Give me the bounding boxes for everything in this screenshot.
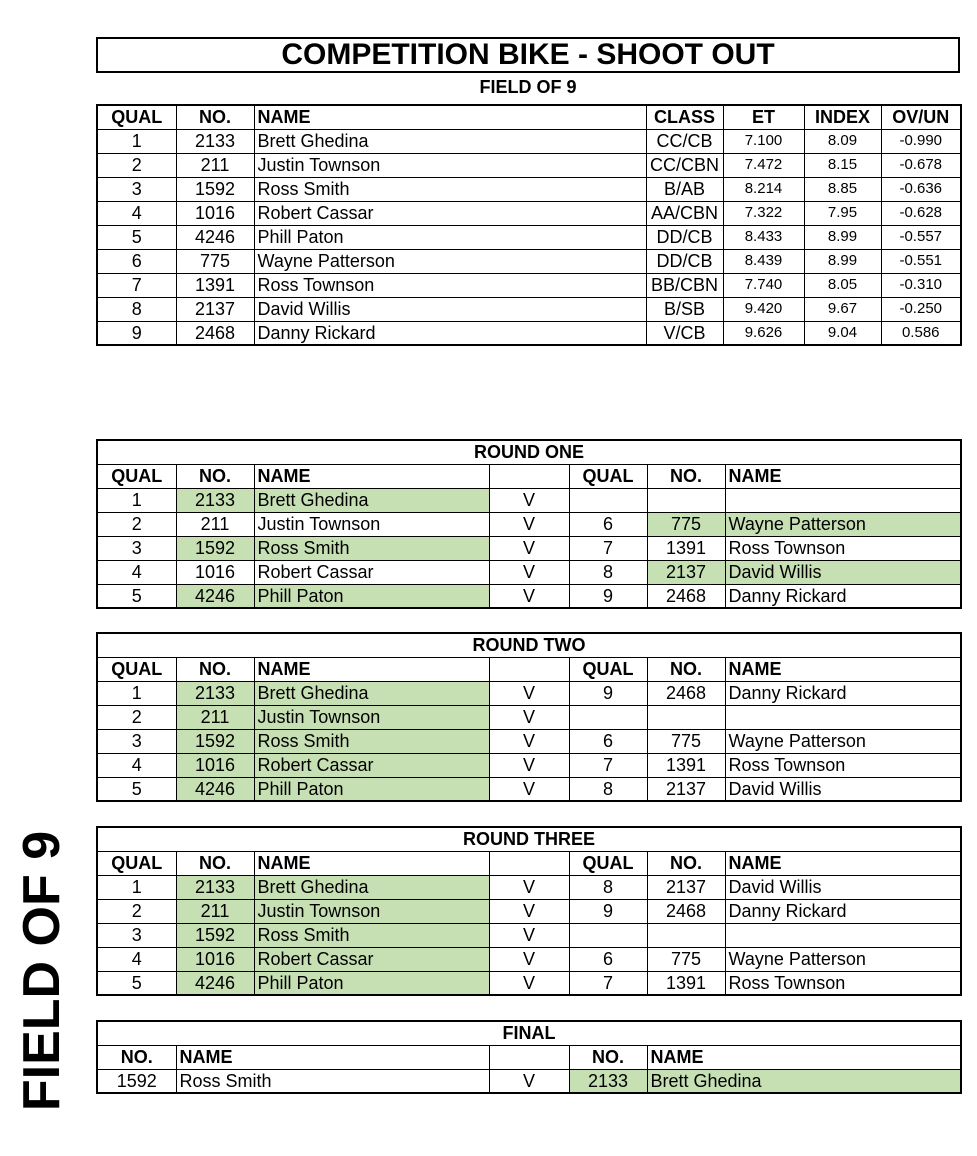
qualifying-row	[97, 297, 961, 321]
header-no: NO.	[176, 464, 254, 488]
number-cell: 1016	[176, 201, 254, 225]
class-cell: BB/CBN	[646, 273, 723, 297]
left-number-cell: 4246	[176, 971, 254, 995]
right-number-cell: 2137	[647, 777, 725, 801]
qual-cell: 4	[97, 201, 176, 225]
match-row	[97, 971, 961, 995]
header-name-right: NAME	[725, 851, 961, 875]
right-number-cell: 2468	[647, 681, 725, 705]
vs-cell: V	[489, 899, 569, 923]
page-title: COMPETITION BIKE - SHOOT OUT	[96, 37, 960, 73]
qual-cell: 7	[97, 273, 176, 297]
left-qual-cell: 3	[97, 536, 176, 560]
ovun-cell: -0.990	[881, 129, 961, 153]
header-qual: QUAL	[97, 657, 176, 681]
left-qual-cell: 5	[97, 777, 176, 801]
match-row	[97, 705, 961, 729]
left-qual-cell: 4	[97, 753, 176, 777]
qualifying-row	[97, 225, 961, 249]
left-number-cell: 2133	[176, 875, 254, 899]
rider-name-cell: Phill Paton	[254, 225, 646, 249]
final-match-row	[97, 1069, 961, 1093]
header-name: NAME	[254, 851, 489, 875]
left-rider-name-cell: Brett Ghedina	[254, 681, 489, 705]
qual-cell: 2	[97, 153, 176, 177]
final-table	[96, 1020, 962, 1094]
index-cell: 9.67	[804, 297, 881, 321]
left-rider-name-cell: Phill Paton	[254, 584, 489, 608]
right-qual-cell: 9	[569, 899, 647, 923]
left-rider-name-cell: Justin Townson	[254, 899, 489, 923]
left-rider-name-cell: Justin Townson	[254, 705, 489, 729]
left-number-cell: 2133	[176, 488, 254, 512]
right-number-cell	[647, 488, 725, 512]
header-qual: QUAL	[97, 464, 176, 488]
qualifying-table-body	[97, 105, 961, 345]
final-header-name: NAME	[176, 1045, 489, 1069]
qualifying-header-row	[97, 105, 961, 129]
left-rider-name-cell: Robert Cassar	[254, 560, 489, 584]
vs-cell: V	[489, 729, 569, 753]
match-row	[97, 536, 961, 560]
left-qual-cell: 1	[97, 681, 176, 705]
header-no-right: NO.	[647, 657, 725, 681]
qual-cell: 1	[97, 129, 176, 153]
left-qual-cell: 5	[97, 971, 176, 995]
qual-cell: 9	[97, 321, 176, 345]
left-number-cell: 211	[176, 899, 254, 923]
match-row	[97, 560, 961, 584]
final-title: FINAL	[97, 1021, 961, 1045]
round-table-body	[97, 633, 961, 801]
vs-cell: V	[489, 681, 569, 705]
left-number-cell: 1592	[176, 536, 254, 560]
qualifying-row	[97, 321, 961, 345]
round-title-row	[97, 633, 961, 657]
round-title-row	[97, 827, 961, 851]
vs-cell: V	[489, 777, 569, 801]
match-row	[97, 923, 961, 947]
number-cell: 1592	[176, 177, 254, 201]
rider-name-cell: David Willis	[254, 297, 646, 321]
header-name: NAME	[254, 657, 489, 681]
right-number-cell: 2137	[647, 560, 725, 584]
right-rider-name-cell: Wayne Patterson	[725, 512, 961, 536]
vs-cell: V	[489, 536, 569, 560]
vs-cell: V	[489, 488, 569, 512]
right-number-cell: 1391	[647, 753, 725, 777]
left-number-cell: 1592	[176, 729, 254, 753]
vs-cell: V	[489, 923, 569, 947]
header-blank	[489, 657, 569, 681]
left-qual-cell: 4	[97, 947, 176, 971]
ovun-cell: -0.250	[881, 297, 961, 321]
right-number-cell: 775	[647, 729, 725, 753]
header-qual-right: QUAL	[569, 851, 647, 875]
round-header-row	[97, 464, 961, 488]
ovun-cell: -0.551	[881, 249, 961, 273]
right-number-cell	[647, 705, 725, 729]
match-row	[97, 584, 961, 608]
index-cell: 8.05	[804, 273, 881, 297]
qualifying-row	[97, 177, 961, 201]
index-cell: 8.99	[804, 249, 881, 273]
round-header-row	[97, 657, 961, 681]
right-rider-name-cell: Ross Townson	[725, 753, 961, 777]
side-label-text: FIELD OF 9	[13, 830, 71, 1112]
header-index: INDEX	[804, 105, 881, 129]
right-rider-name-cell: David Willis	[725, 777, 961, 801]
header-ovun: OV/UN	[881, 105, 961, 129]
number-cell: 775	[176, 249, 254, 273]
number-cell: 211	[176, 153, 254, 177]
left-number-cell: 1016	[176, 947, 254, 971]
match-row	[97, 729, 961, 753]
number-cell: 2137	[176, 297, 254, 321]
class-cell: CC/CBN	[646, 153, 723, 177]
number-cell: 2133	[176, 129, 254, 153]
left-number-cell: 2133	[176, 681, 254, 705]
final-header-no: NO.	[97, 1045, 176, 1069]
index-cell: 9.04	[804, 321, 881, 345]
round-three-table	[96, 826, 962, 996]
round-one-table	[96, 439, 962, 609]
left-number-cell: 4246	[176, 584, 254, 608]
right-qual-cell	[569, 705, 647, 729]
rider-name-cell: Ross Smith	[254, 177, 646, 201]
number-cell: 4246	[176, 225, 254, 249]
right-qual-cell	[569, 488, 647, 512]
vs-cell: V	[489, 753, 569, 777]
round-table-body	[97, 827, 961, 995]
left-number-cell: 211	[176, 705, 254, 729]
final-left-no: 1592	[97, 1069, 176, 1093]
left-qual-cell: 1	[97, 875, 176, 899]
final-title-row	[97, 1021, 961, 1045]
right-number-cell: 2468	[647, 899, 725, 923]
round-two-table	[96, 632, 962, 802]
right-qual-cell: 7	[569, 971, 647, 995]
ovun-cell: -0.628	[881, 201, 961, 225]
final-header-name-right: NAME	[647, 1045, 961, 1069]
header-no: NO.	[176, 657, 254, 681]
header-et: ET	[723, 105, 804, 129]
right-qual-cell: 9	[569, 584, 647, 608]
left-rider-name-cell: Phill Paton	[254, 971, 489, 995]
et-cell: 9.420	[723, 297, 804, 321]
right-number-cell: 2468	[647, 584, 725, 608]
side-label	[4, 830, 80, 1112]
et-cell: 7.100	[723, 129, 804, 153]
qual-cell: 8	[97, 297, 176, 321]
header-qual: QUAL	[97, 851, 176, 875]
qualifying-row	[97, 129, 961, 153]
round-table-body	[97, 440, 961, 608]
match-row	[97, 875, 961, 899]
right-rider-name-cell	[725, 923, 961, 947]
class-cell: DD/CB	[646, 225, 723, 249]
header-blank	[489, 851, 569, 875]
final-header-row	[97, 1045, 961, 1069]
left-rider-name-cell: Robert Cassar	[254, 947, 489, 971]
match-row	[97, 899, 961, 923]
final-left-name: Ross Smith	[176, 1069, 489, 1093]
vs-cell: V	[489, 512, 569, 536]
index-cell: 8.85	[804, 177, 881, 201]
index-cell: 7.95	[804, 201, 881, 225]
qualifying-table	[96, 104, 962, 346]
ovun-cell: -0.557	[881, 225, 961, 249]
qualifying-row	[97, 153, 961, 177]
header-name: NAME	[254, 464, 489, 488]
left-qual-cell: 3	[97, 729, 176, 753]
qual-cell: 3	[97, 177, 176, 201]
left-number-cell: 1016	[176, 753, 254, 777]
number-cell: 2468	[176, 321, 254, 345]
class-cell: CC/CB	[646, 129, 723, 153]
right-qual-cell: 6	[569, 512, 647, 536]
qualifying-row	[97, 273, 961, 297]
final-header-no-right: NO.	[569, 1045, 647, 1069]
left-qual-cell: 3	[97, 923, 176, 947]
round-header-row	[97, 851, 961, 875]
right-qual-cell: 7	[569, 753, 647, 777]
left-rider-name-cell: Ross Smith	[254, 729, 489, 753]
qual-cell: 5	[97, 225, 176, 249]
left-rider-name-cell: Phill Paton	[254, 777, 489, 801]
header-no: NO.	[176, 851, 254, 875]
right-rider-name-cell: Danny Rickard	[725, 584, 961, 608]
et-cell: 8.439	[723, 249, 804, 273]
header-qual-right: QUAL	[569, 657, 647, 681]
et-cell: 7.740	[723, 273, 804, 297]
right-rider-name-cell: Ross Townson	[725, 971, 961, 995]
left-rider-name-cell: Brett Ghedina	[254, 875, 489, 899]
right-number-cell: 1391	[647, 971, 725, 995]
rider-name-cell: Ross Townson	[254, 273, 646, 297]
final-right-no: 2133	[569, 1069, 647, 1093]
et-cell: 8.214	[723, 177, 804, 201]
rider-name-cell: Danny Rickard	[254, 321, 646, 345]
vs-cell: V	[489, 560, 569, 584]
header-no-right: NO.	[647, 851, 725, 875]
left-qual-cell: 1	[97, 488, 176, 512]
final-table-body	[97, 1021, 961, 1093]
left-rider-name-cell: Robert Cassar	[254, 753, 489, 777]
round-title-row	[97, 440, 961, 464]
header-qual: QUAL	[97, 105, 176, 129]
header-name: NAME	[254, 105, 646, 129]
right-number-cell: 775	[647, 512, 725, 536]
round-title: ROUND ONE	[97, 440, 961, 464]
class-cell: B/AB	[646, 177, 723, 201]
class-cell: AA/CBN	[646, 201, 723, 225]
rider-name-cell: Justin Townson	[254, 153, 646, 177]
et-cell: 8.433	[723, 225, 804, 249]
right-rider-name-cell	[725, 705, 961, 729]
left-qual-cell: 2	[97, 705, 176, 729]
header-name-right: NAME	[725, 464, 961, 488]
header-class: CLASS	[646, 105, 723, 129]
right-qual-cell: 7	[569, 536, 647, 560]
et-cell: 9.626	[723, 321, 804, 345]
match-row	[97, 488, 961, 512]
left-rider-name-cell: Brett Ghedina	[254, 488, 489, 512]
class-cell: DD/CB	[646, 249, 723, 273]
et-cell: 7.472	[723, 153, 804, 177]
left-number-cell: 1592	[176, 923, 254, 947]
class-cell: V/CB	[646, 321, 723, 345]
header-no-right: NO.	[647, 464, 725, 488]
right-rider-name-cell: David Willis	[725, 560, 961, 584]
right-number-cell: 1391	[647, 536, 725, 560]
match-row	[97, 512, 961, 536]
right-rider-name-cell: Wayne Patterson	[725, 947, 961, 971]
ovun-cell: 0.586	[881, 321, 961, 345]
vs-cell: V	[489, 947, 569, 971]
match-row	[97, 947, 961, 971]
rider-name-cell: Brett Ghedina	[254, 129, 646, 153]
et-cell: 7.322	[723, 201, 804, 225]
match-row	[97, 777, 961, 801]
class-cell: B/SB	[646, 297, 723, 321]
vs-cell: V	[489, 705, 569, 729]
match-row	[97, 681, 961, 705]
number-cell: 1391	[176, 273, 254, 297]
vs-cell: V	[489, 971, 569, 995]
index-cell: 8.99	[804, 225, 881, 249]
right-number-cell	[647, 923, 725, 947]
match-row	[97, 753, 961, 777]
left-rider-name-cell: Ross Smith	[254, 536, 489, 560]
right-rider-name-cell: Danny Rickard	[725, 681, 961, 705]
header-qual-right: QUAL	[569, 464, 647, 488]
qualifying-row	[97, 201, 961, 225]
left-qual-cell: 4	[97, 560, 176, 584]
ovun-cell: -0.310	[881, 273, 961, 297]
round-title: ROUND THREE	[97, 827, 961, 851]
right-rider-name-cell: Ross Townson	[725, 536, 961, 560]
right-qual-cell: 6	[569, 729, 647, 753]
right-number-cell: 2137	[647, 875, 725, 899]
left-qual-cell: 2	[97, 899, 176, 923]
right-qual-cell: 8	[569, 875, 647, 899]
index-cell: 8.09	[804, 129, 881, 153]
right-rider-name-cell: David Willis	[725, 875, 961, 899]
right-qual-cell	[569, 923, 647, 947]
left-number-cell: 4246	[176, 777, 254, 801]
right-rider-name-cell: Danny Rickard	[725, 899, 961, 923]
qual-cell: 6	[97, 249, 176, 273]
page-subtitle: FIELD OF 9	[479, 77, 577, 97]
right-qual-cell: 9	[569, 681, 647, 705]
ovun-cell: -0.636	[881, 177, 961, 201]
right-qual-cell: 6	[569, 947, 647, 971]
vs-cell: V	[489, 584, 569, 608]
rider-name-cell: Wayne Patterson	[254, 249, 646, 273]
left-number-cell: 211	[176, 512, 254, 536]
right-rider-name-cell	[725, 488, 961, 512]
final-right-name: Brett Ghedina	[647, 1069, 961, 1093]
right-number-cell: 775	[647, 947, 725, 971]
left-qual-cell: 5	[97, 584, 176, 608]
rider-name-cell: Robert Cassar	[254, 201, 646, 225]
header-name-right: NAME	[725, 657, 961, 681]
left-number-cell: 1016	[176, 560, 254, 584]
vs-cell: V	[489, 875, 569, 899]
header-no: NO.	[176, 105, 254, 129]
index-cell: 8.15	[804, 153, 881, 177]
right-rider-name-cell: Wayne Patterson	[725, 729, 961, 753]
right-qual-cell: 8	[569, 560, 647, 584]
final-header-blank	[489, 1045, 569, 1069]
header-blank	[489, 464, 569, 488]
final-vs: V	[489, 1069, 569, 1093]
round-title: ROUND TWO	[97, 633, 961, 657]
left-qual-cell: 2	[97, 512, 176, 536]
ovun-cell: -0.678	[881, 153, 961, 177]
qualifying-row	[97, 249, 961, 273]
left-rider-name-cell: Ross Smith	[254, 923, 489, 947]
left-rider-name-cell: Justin Townson	[254, 512, 489, 536]
right-qual-cell: 8	[569, 777, 647, 801]
